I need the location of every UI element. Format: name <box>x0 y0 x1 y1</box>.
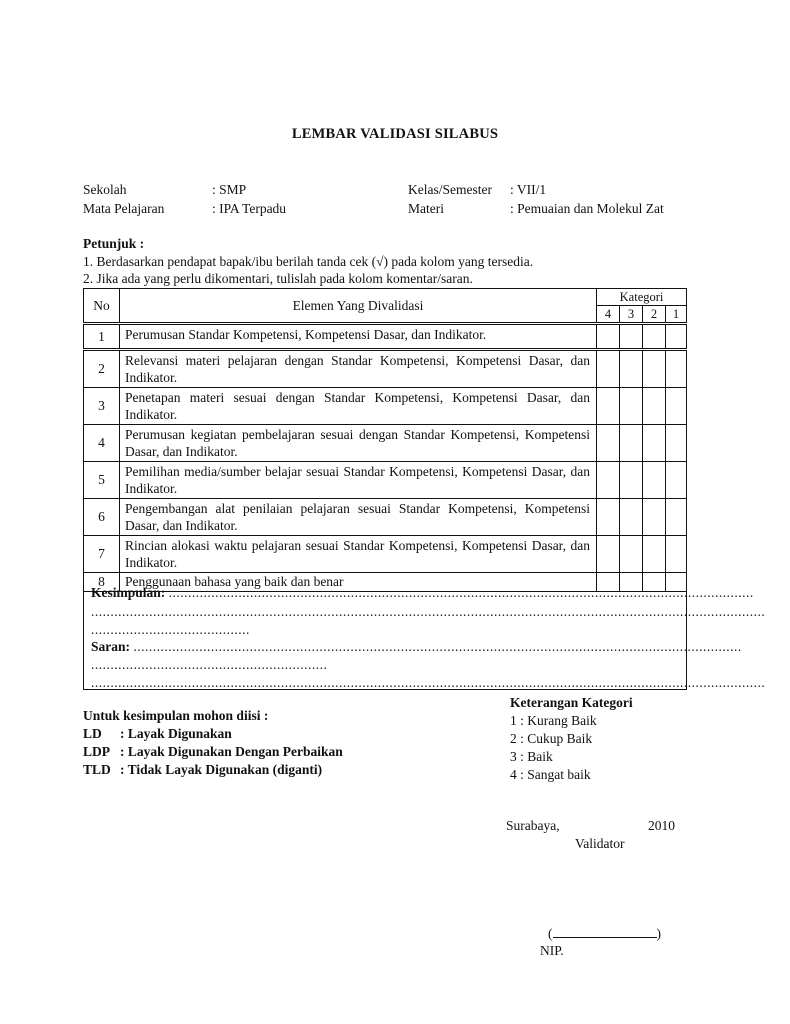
check-cell-3[interactable] <box>620 388 643 425</box>
check-cell-4[interactable] <box>597 324 620 350</box>
check-cell-3[interactable] <box>620 462 643 499</box>
check-cell-1[interactable] <box>666 324 687 350</box>
keterangan-item: 4 : Sangat baik <box>510 767 591 782</box>
keterangan-item: 2 : Cukup Baik <box>510 731 593 746</box>
check-cell-2[interactable] <box>643 499 666 536</box>
row-elemen: Perumusan kegiatan pembelajaran sesuai dengan Standar Kompetensi, Kompetensi Dasar, dan Indikator. <box>120 425 597 462</box>
check-cell-3[interactable] <box>620 425 643 462</box>
saran-label: Saran: <box>91 639 131 654</box>
check-cell-4[interactable] <box>597 388 620 425</box>
header-elemen: Elemen Yang Divalidasi <box>120 289 597 324</box>
signature-year: 2010 <box>648 818 675 833</box>
table-row <box>84 388 687 425</box>
table-row <box>84 536 687 573</box>
signature-role: Validator <box>575 836 625 851</box>
keterangan-item: 1 : Kurang Baik <box>510 713 597 728</box>
table-row <box>84 462 687 499</box>
check-cell-2[interactable] <box>643 324 666 350</box>
kategori-col-3: 3 <box>620 306 643 324</box>
saran-fill-line[interactable]: ............................................................................................................................................................. <box>133 639 742 654</box>
mapel-value: : IPA Terpadu <box>212 201 287 216</box>
check-cell-2[interactable] <box>643 425 666 462</box>
row-elemen: Relevansi materi pelajaran dengan Standar Kompetensi, Kompetensi Dasar, dan Indikator. <box>120 350 597 388</box>
kelas-label: Kelas/Semester <box>408 182 492 197</box>
check-cell-4[interactable] <box>597 536 620 573</box>
row-elemen: Rincian alokasi waktu pelajaran sesuai Standar Kompetensi, Kompetensi Dasar, dan Indikator. <box>120 536 597 573</box>
summary-box <box>83 583 766 690</box>
signature-nip: NIP. <box>540 943 564 958</box>
kesimpulan-fill-line-3[interactable]: ......................................... <box>91 622 250 637</box>
keterangan-heading: Keterangan Kategori <box>510 695 633 710</box>
desc-tld: : Tidak Layak Digunakan (diganti) <box>120 762 323 777</box>
page-title: LEMBAR VALIDASI SILABUS <box>291 126 499 142</box>
row-no: 1 <box>84 324 120 350</box>
desc-ld: : Layak Digunakan <box>120 726 232 741</box>
sekolah-value: : SMP <box>212 182 247 197</box>
signature-line <box>553 925 657 938</box>
check-cell-2[interactable] <box>643 350 666 388</box>
row-elemen: Penetapan materi sesuai dengan Standar Kompetensi, Kompetensi Dasar, dan Indikator. <box>120 388 597 425</box>
check-cell-2[interactable] <box>643 388 666 425</box>
mapel-label: Mata Pelajaran <box>83 201 165 216</box>
row-elemen: Pemilihan media/sumber belajar sesuai Standar Kompetensi, Kompetensi Dasar, dan Indikator. <box>120 462 597 499</box>
petunjuk-item-1: 1. Berdasarkan pendapat bapak/ibu berilah tanda cek (√) pada kolom yang tersedia. <box>83 254 534 269</box>
row-no: 5 <box>84 462 120 499</box>
check-cell-1[interactable] <box>666 462 687 499</box>
signature-city: Surabaya, <box>506 818 560 833</box>
code-ldp: LDP <box>83 744 110 759</box>
row-no: 2 <box>84 350 120 388</box>
table-header-row <box>84 289 687 306</box>
saran-fill-line-2[interactable]: ............................................................. <box>91 657 328 672</box>
kesimpulan-fill-line[interactable]: ....................................................................................................................................................... <box>168 585 754 600</box>
table-row <box>84 425 687 462</box>
check-cell-2[interactable] <box>643 462 666 499</box>
check-cell-3[interactable] <box>620 350 643 388</box>
row-no: 6 <box>84 499 120 536</box>
check-cell-3[interactable] <box>620 324 643 350</box>
petunjuk-item-2: 2. Jika ada yang perlu dikomentari, tulislah pada kolom komentar/saran. <box>83 271 473 286</box>
code-ld: LD <box>83 726 102 741</box>
table-row <box>84 499 687 536</box>
desc-ldp: : Layak Digunakan Dengan Perbaikan <box>120 744 343 759</box>
row-no: 7 <box>84 536 120 573</box>
keterangan-item: 3 : Baik <box>510 749 553 764</box>
sekolah-label: Sekolah <box>83 182 127 197</box>
saran-fill-line-3[interactable]: .............................................................................................................................................................................. <box>91 675 766 690</box>
kategori-col-2: 2 <box>643 306 666 324</box>
row-elemen: Pengembangan alat penilaian pelajaran sesuai Standar Kompetensi, Kompetensi Dasar, dan Indikator. <box>120 499 597 536</box>
check-cell-4[interactable] <box>597 425 620 462</box>
check-cell-2[interactable] <box>643 536 666 573</box>
row-no: 4 <box>84 425 120 462</box>
check-cell-4[interactable] <box>597 462 620 499</box>
check-cell-1[interactable] <box>666 425 687 462</box>
check-cell-1[interactable] <box>666 388 687 425</box>
paren-open: ( <box>548 926 553 941</box>
materi-value: : Pemuaian dan Molekul Zat <box>510 201 664 216</box>
header-no: No <box>84 289 120 324</box>
code-tld: TLD <box>83 762 111 777</box>
check-cell-4[interactable] <box>597 499 620 536</box>
kategori-col-4: 4 <box>597 306 620 324</box>
check-cell-3[interactable] <box>620 499 643 536</box>
check-cell-1[interactable] <box>666 499 687 536</box>
row-no: 3 <box>84 388 120 425</box>
materi-label: Materi <box>408 201 444 216</box>
header-kategori: Kategori <box>597 289 687 306</box>
row-elemen: Perumusan Standar Kompetensi, Kompetensi Dasar, dan Indikator. <box>120 324 597 350</box>
table-row <box>84 324 687 350</box>
row-no: 8 <box>84 573 120 592</box>
check-cell-1[interactable] <box>666 536 687 573</box>
check-cell-1[interactable] <box>666 350 687 388</box>
kelas-value: : VII/1 <box>510 182 547 197</box>
kategori-col-1: 1 <box>666 306 687 324</box>
row-elemen: Penggunaan bahasa yang baik dan benar <box>120 573 597 592</box>
check-cell-4[interactable] <box>597 350 620 388</box>
check-cell-3[interactable] <box>620 536 643 573</box>
kesimpulan-label: Kesimpulan: <box>91 585 166 600</box>
signature-name-field[interactable] <box>548 925 661 942</box>
petunjuk-heading: Petunjuk : <box>83 236 145 251</box>
validation-table <box>83 288 687 592</box>
kesimpulan-fill-line-2[interactable]: .............................................................................................................................................................................. <box>91 604 766 619</box>
table-row <box>84 350 687 388</box>
paren-close: ) <box>656 926 661 941</box>
kesimpulan-note-heading: Untuk kesimpulan mohon diisi : <box>83 708 269 723</box>
